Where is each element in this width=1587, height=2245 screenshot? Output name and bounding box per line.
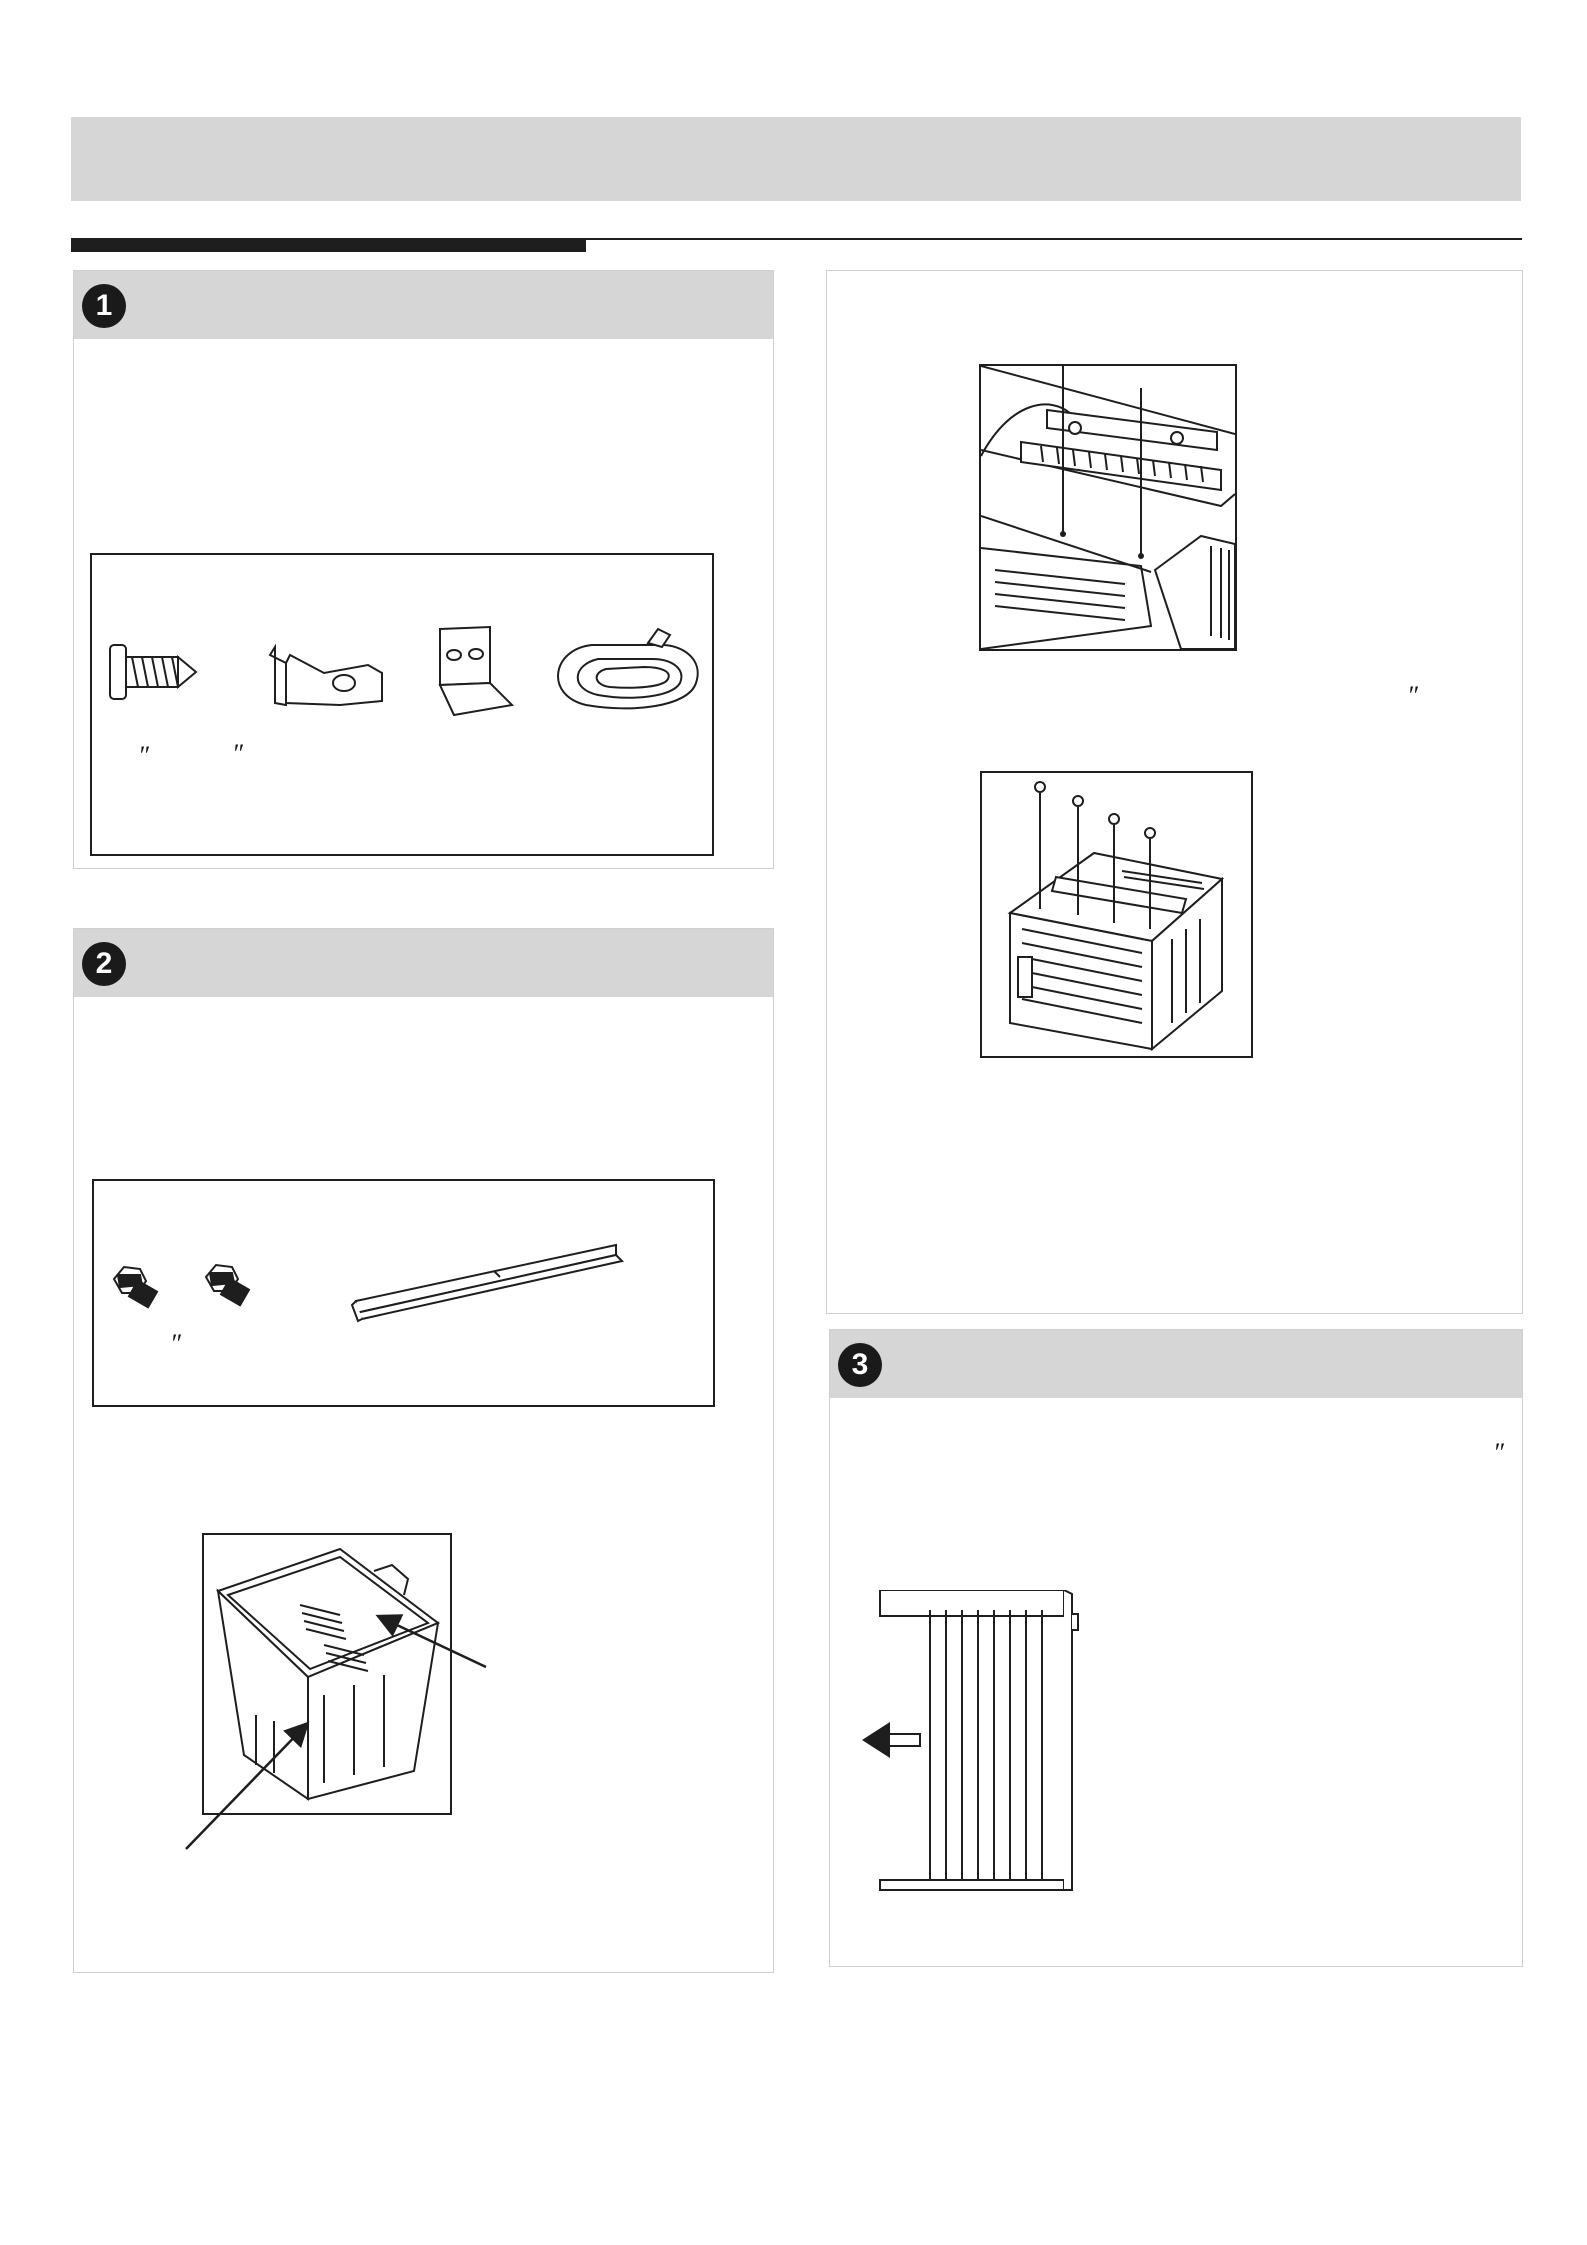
arrow-left-icon — [862, 1722, 890, 1758]
callout-arrows — [74, 929, 775, 1974]
inch-mark-5: ″ — [1493, 1438, 1504, 1467]
step-2-badge: 2 — [82, 942, 126, 986]
inch-mark-3: ″ — [170, 1329, 181, 1358]
hardware-parts-figure — [90, 553, 714, 856]
angle-bracket-icon — [440, 627, 512, 715]
step-2-continued-panel — [826, 270, 1523, 1314]
step-3-badge: 3 — [838, 1343, 882, 1387]
inch-mark-1: ″ — [138, 741, 149, 770]
step-1-panel — [73, 270, 774, 869]
bracket-icon — [270, 647, 382, 705]
foam-seal-icon — [558, 629, 698, 708]
callout-arrow-rail — [380, 1617, 486, 1667]
step-3-header — [830, 1330, 1522, 1398]
step-1-header — [74, 271, 773, 339]
rail-alignment-figure — [979, 364, 1237, 651]
header-banner — [71, 117, 1521, 201]
step-3-panel — [829, 1329, 1523, 1967]
inch-mark-4: ″ — [1407, 681, 1418, 710]
rail-screw-install-figure — [980, 771, 1253, 1058]
step-2-panel — [73, 928, 774, 1973]
inch-mark-2: ″ — [232, 739, 243, 768]
screw-icon — [110, 645, 196, 699]
section-divider-thick — [71, 238, 586, 252]
step-1-badge: 1 — [82, 284, 126, 328]
callout-arrow-front — [186, 1725, 306, 1849]
side-curtain-figure — [850, 1590, 1150, 1910]
section-divider-thin — [586, 238, 1522, 240]
